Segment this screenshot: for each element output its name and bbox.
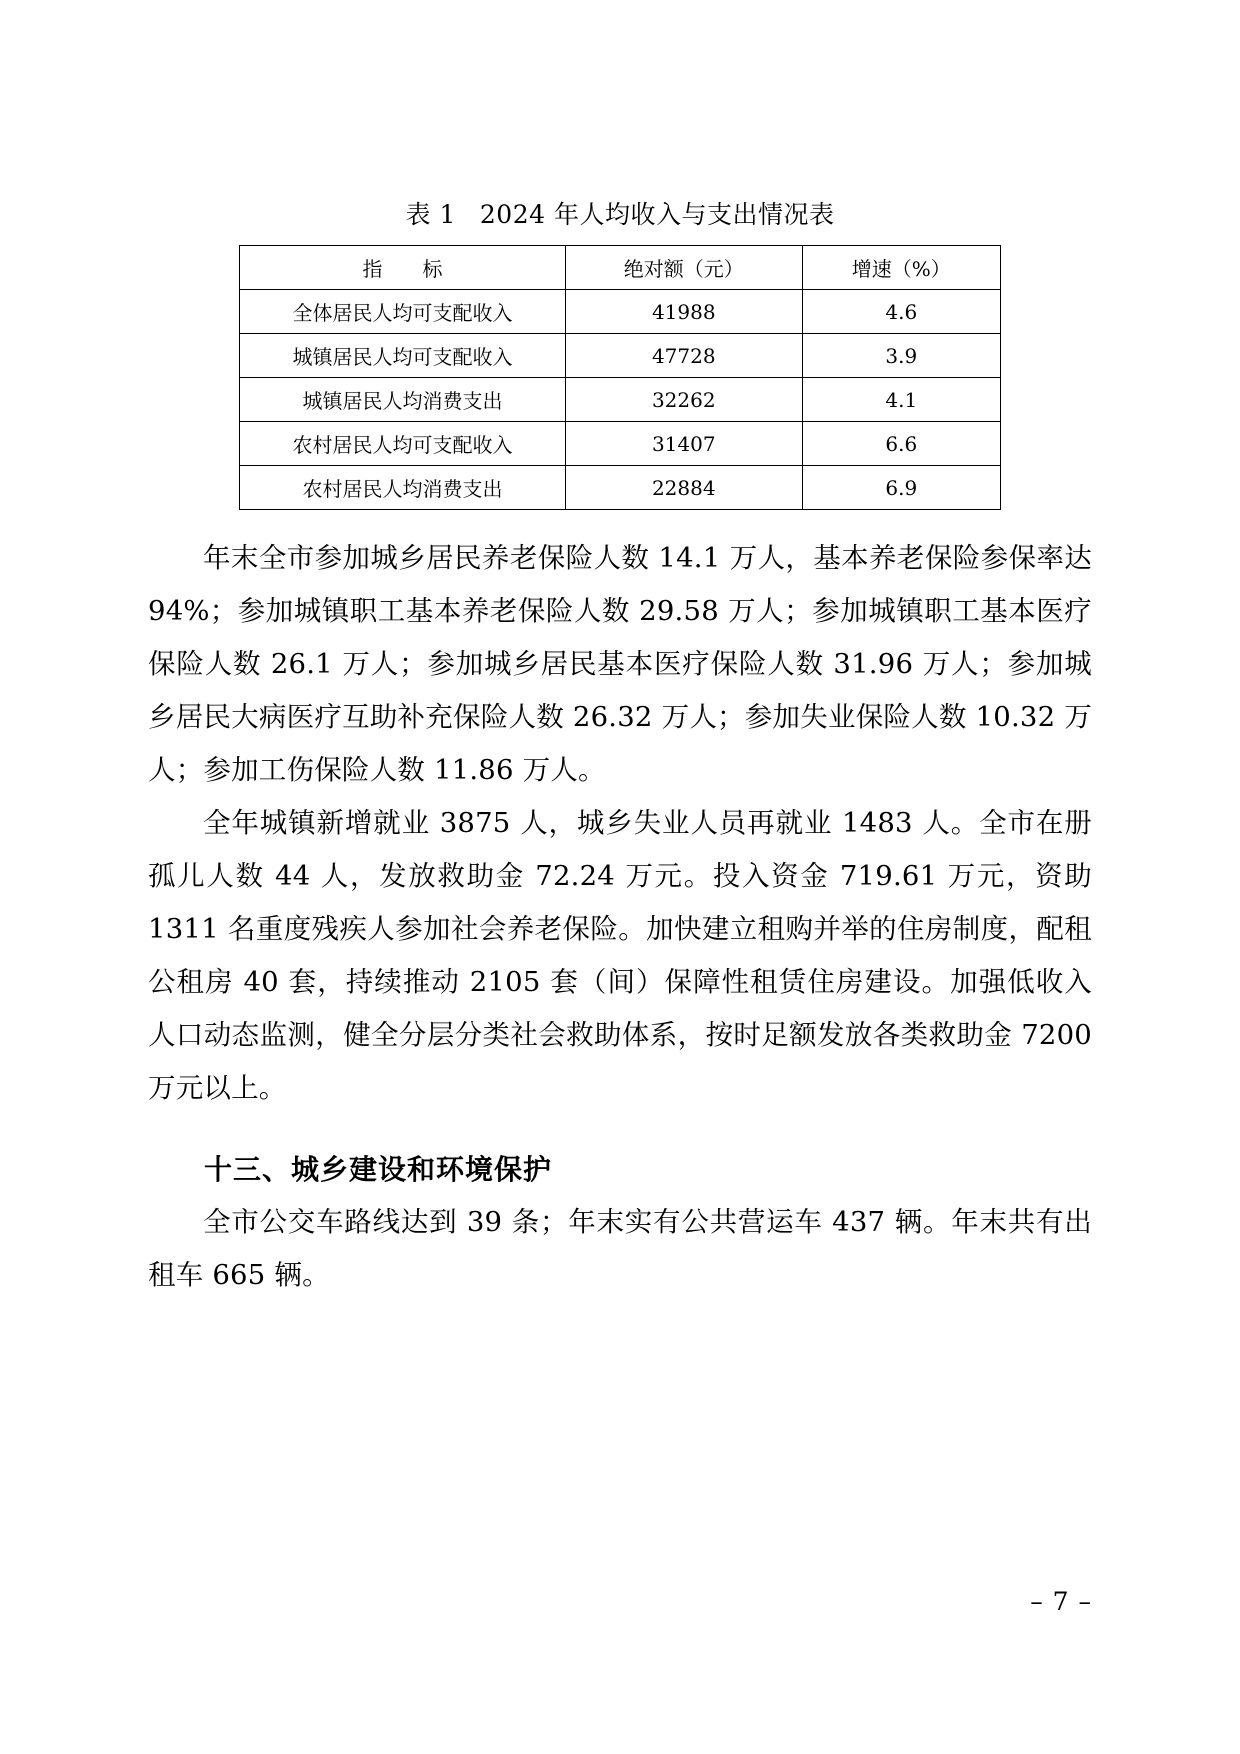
paragraph-employment-assistance: 全年城镇新增就业 3875 人，城乡失业人员再就业 1483 人。全市在册孤儿人数 44 人，发放救助金 72.24 万元。投入资金 719.61 万元，资助 1311 名重度残疾人参加社会养老保险。加快建立租购并举的住房制度，配租公租房 40 套，持续推动 2105 套（间）保障性租赁住房建设。加强低收入人口动态监测，健全分层分类社会救助体系，按时足额发放各类救助金 7200 万元以上。 <box>148 807 1092 1104</box>
table-cell-growth: 4.6 <box>802 290 1000 334</box>
table-caption <box>148 195 1092 231</box>
table-row <box>240 466 1001 510</box>
page-content <box>148 195 1092 1302</box>
table-cell-indicator: 全体居民人均可支配收入 <box>240 290 566 334</box>
table-cell-absolute: 47728 <box>565 334 802 378</box>
page-number: – 7 – <box>1030 1587 1092 1616</box>
income-expenditure-table <box>239 245 1001 510</box>
spacer <box>148 1115 1092 1125</box>
table-row <box>240 422 1001 466</box>
section-heading-urban-rural: 十三、城乡建设和环境保护 <box>204 1153 553 1186</box>
table-header-indicator: 指 标 <box>240 246 566 290</box>
paragraph-transport: 全市公交车路线达到 39 条；年末实有公共营运车 437 辆。年末共有出租车 665 辆。 <box>148 1206 1092 1291</box>
table-cell-indicator: 城镇居民人均消费支出 <box>240 378 566 422</box>
paragraph-social-insurance: 年末全市参加城乡居民养老保险人数 14.1 万人，基本养老保险参保率达 94%；参加城镇职工基本养老保险人数 29.58 万人；参加城镇职工基本医疗保险人数 26.1 万人；参加城乡居民基本医疗保险人数 31.96 万人；参加城乡居民大病医疗互助补充保险人数 26.32 万人；参加失业保险人数 10.32 万人；参加工伤保险人数 11.86 万人。 <box>148 542 1092 786</box>
table-row <box>240 290 1001 334</box>
table-cell-growth: 3.9 <box>802 334 1000 378</box>
table-cell-absolute: 41988 <box>565 290 802 334</box>
table-cell-growth: 6.9 <box>802 466 1000 510</box>
table-caption-title: 2024 年人均收入与支出情况表 <box>479 200 835 229</box>
table-cell-growth: 4.1 <box>802 378 1000 422</box>
table-row <box>240 378 1001 422</box>
table-header-row <box>240 246 1001 290</box>
table-cell-indicator: 城镇居民人均可支配收入 <box>240 334 566 378</box>
table-cell-absolute: 31407 <box>565 422 802 466</box>
table-cell-indicator: 农村居民人均可支配收入 <box>240 422 566 466</box>
table-caption-label: 表 1 <box>405 200 456 229</box>
table-cell-absolute: 32262 <box>565 378 802 422</box>
table-cell-absolute: 22884 <box>565 466 802 510</box>
table-row <box>240 334 1001 378</box>
table-header-absolute: 绝对额（元） <box>565 246 802 290</box>
table-cell-growth: 6.6 <box>802 422 1000 466</box>
table-header-growth: 增速（%） <box>802 246 1000 290</box>
table-cell-indicator: 农村居民人均消费支出 <box>240 466 566 510</box>
